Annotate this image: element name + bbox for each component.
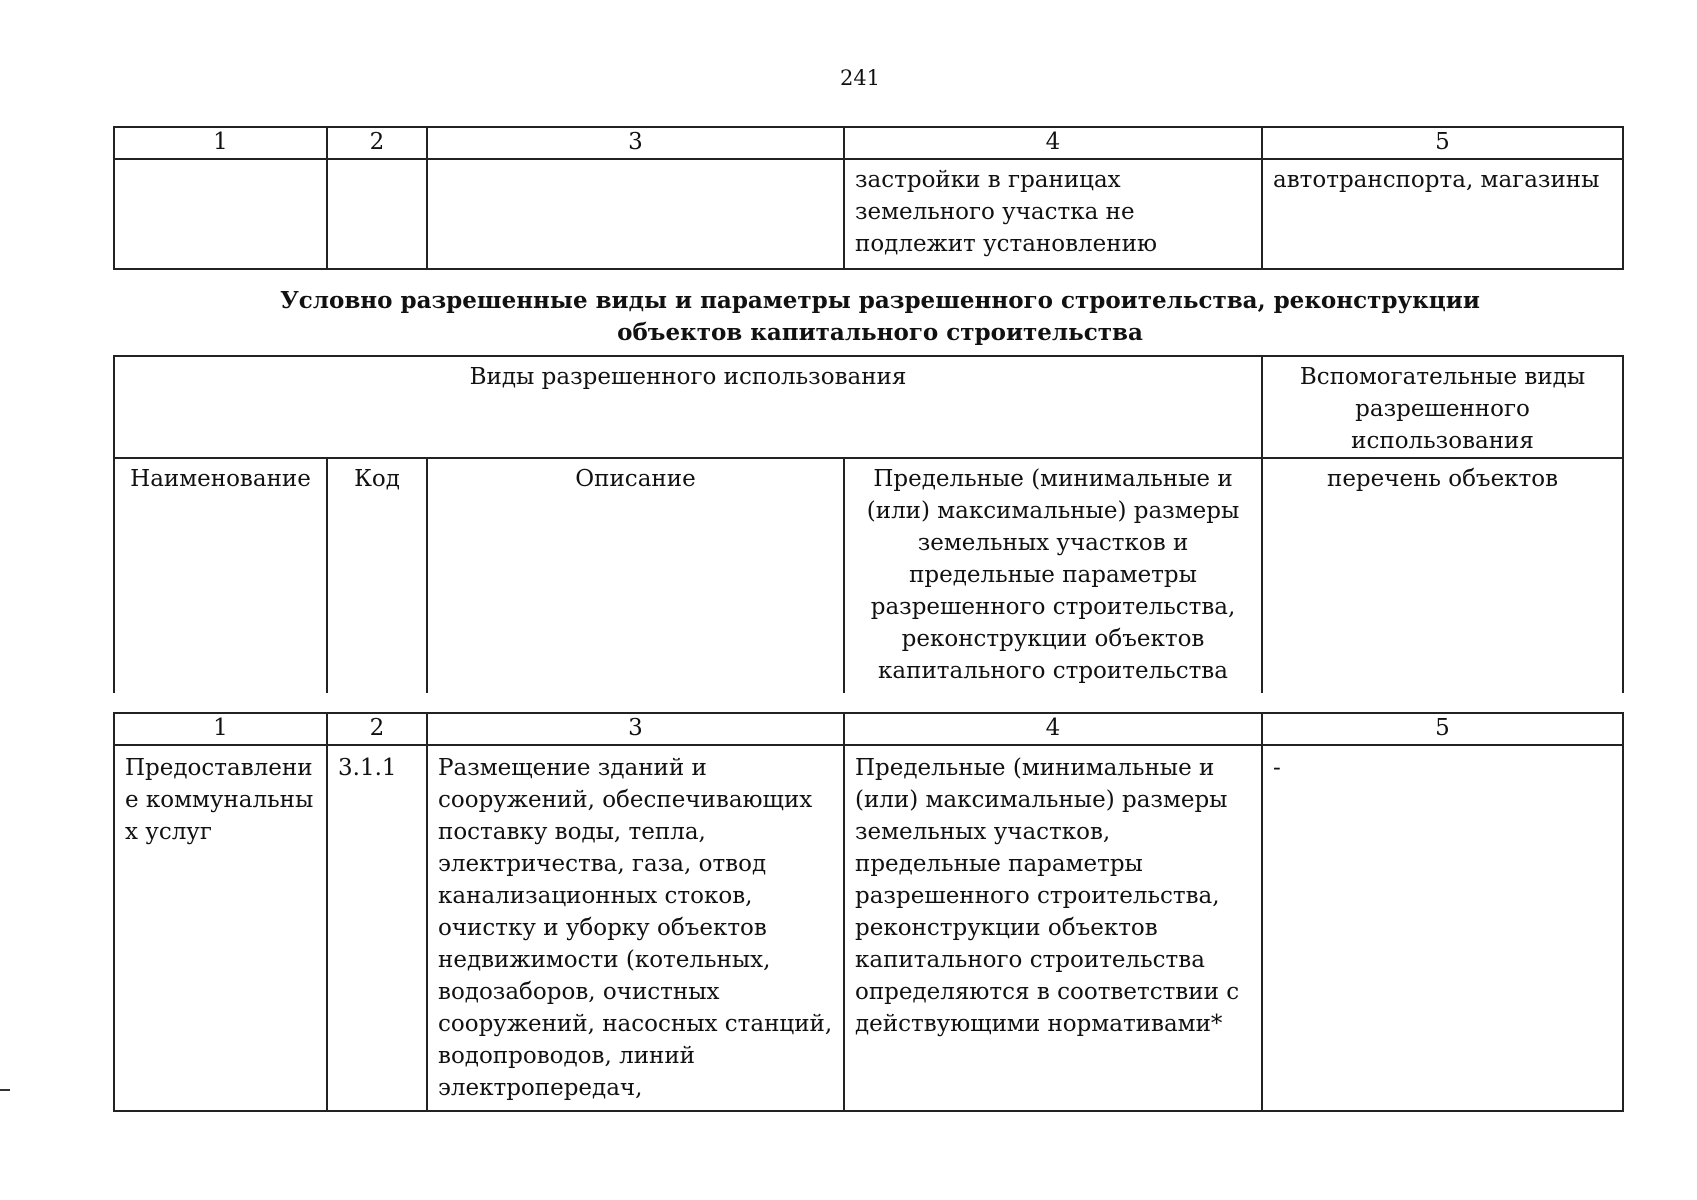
aux-group-header: Вспомогательные виды разрешенного использования [1262, 356, 1623, 458]
params-column-header: Предельные (минимальные и (или) максимальные) размеры земельных участков и предельные параметры разрешенного строительства, реконструкции объектов капитального строительства [844, 458, 1262, 693]
table-cell [327, 159, 427, 269]
column-number: 3 [427, 127, 844, 159]
column-number: 4 [844, 713, 1262, 745]
column-number: 3 [427, 713, 844, 745]
aux-cell: - [1262, 745, 1623, 1111]
header-group-row [114, 356, 1623, 458]
table-cell [114, 159, 327, 269]
column-number: 4 [844, 127, 1262, 159]
table-row [114, 745, 1623, 1111]
header-columns-row [114, 458, 1623, 693]
column-number: 5 [1262, 127, 1623, 159]
column-number: 2 [327, 127, 427, 159]
aux-column-header: перечень объектов [1262, 458, 1623, 693]
params-cell: Предельные (минимальные и (или) максимальные) размеры земельных участков, предельные параметры разрешенного строительства, реконструкции объектов капитального строительства определяются в соответствии с действующими нормативами* [844, 745, 1262, 1111]
table-cell [427, 159, 844, 269]
code-column-header: Код [327, 458, 427, 693]
page-number: 241 [839, 66, 881, 90]
section-title: Условно разрешенные виды и параметры разрешенного строительства, реконструкции объектов капитального строительства [280, 287, 1480, 346]
description-cell: Размещение зданий и сооружений, обеспечивающих поставку воды, тепла, электричества, газа, отвод канализационных стоков, очистку и уборку объектов недвижимости (котельных, водозаборов, очистных сооружений, насосных станций, водопроводов, линий электропередач, [427, 745, 844, 1111]
description-column-header: Описание [427, 458, 844, 693]
name-cell: Предоставление коммунальных услуг [114, 745, 327, 1111]
margin-mark [0, 1089, 10, 1091]
column-number-row [114, 713, 1623, 745]
code-cell: 3.1.1 [327, 745, 427, 1111]
name-column-header: Наименование [114, 458, 327, 693]
column-number: 2 [327, 713, 427, 745]
column-number: 1 [114, 127, 327, 159]
continuation-table [113, 126, 1624, 270]
params-cell: застройки в границах земельного участка не подлежит установлению [844, 159, 1262, 269]
column-number: 5 [1262, 713, 1623, 745]
main-group-header: Виды разрешенного использования [114, 356, 1262, 458]
aux-cell: автотранспорта, магазины [1262, 159, 1623, 269]
column-number-row [114, 127, 1623, 159]
main-table [113, 712, 1624, 1112]
table-row [114, 159, 1623, 269]
column-number: 1 [114, 713, 327, 745]
header-table [113, 355, 1624, 693]
